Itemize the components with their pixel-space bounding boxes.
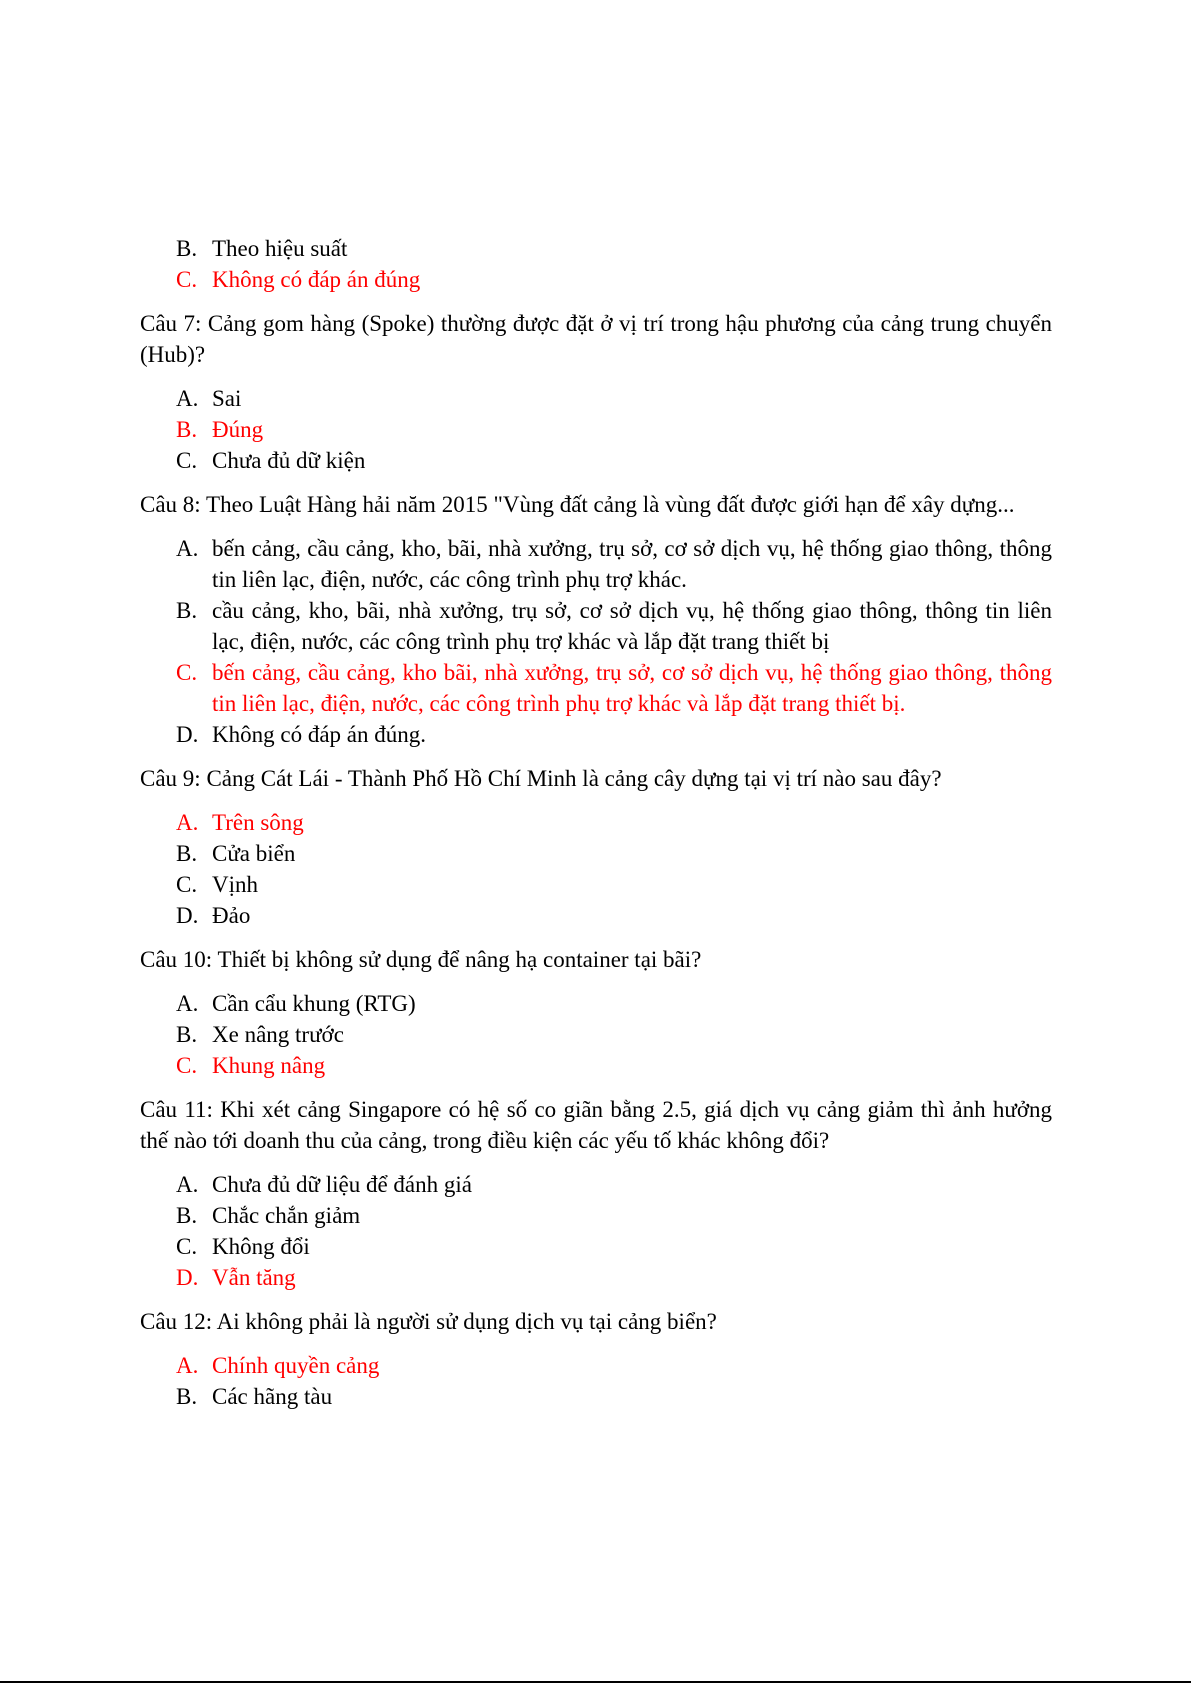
- option-text: Các hãng tàu: [212, 1384, 333, 1409]
- option-letter: A.: [176, 536, 199, 561]
- question-9: Câu 9: Cảng Cát Lái - Thành Phố Hồ Chí Minh là cảng cây dựng tại vị trí nào sau đây?: [140, 766, 942, 791]
- q8-option-d: [140, 719, 1052, 750]
- question-10: Câu 10: Thiết bị không sử dụng để nâng hạ container tại bãi?: [140, 947, 702, 972]
- q7-option-a: [140, 383, 1052, 414]
- option-letter: D.: [176, 722, 199, 747]
- q9-option-a-correct: [140, 807, 1052, 838]
- option-text: Chưa đủ dữ kiện: [212, 448, 366, 473]
- option-letter: D.: [176, 903, 199, 928]
- option-text: bến cảng, cầu cảng, kho, bãi, nhà xưởng, trụ sở, cơ sở dịch vụ, hệ thống giao thông, thông tin liên lạc, điện, nước, các công trình phụ trợ khác.: [212, 536, 1052, 592]
- option-letter: B.: [176, 1022, 198, 1047]
- option-text: Sai: [212, 386, 242, 411]
- option-letter: A.: [176, 1172, 199, 1197]
- q8-option-a: [140, 533, 1052, 595]
- q11-option-d-correct: [140, 1262, 1052, 1293]
- option-letter: A.: [176, 1353, 199, 1378]
- option-text: Trên sông: [212, 810, 304, 835]
- q10-option-b: [140, 1019, 1052, 1050]
- option-letter: C.: [176, 660, 198, 685]
- option-text: Chính quyền cảng: [212, 1353, 380, 1378]
- q11-option-a: [140, 1169, 1052, 1200]
- option-letter: B.: [176, 417, 198, 442]
- option-text: Đảo: [212, 903, 251, 928]
- q9-option-b: [140, 838, 1052, 869]
- option-text: Không có đáp án đúng: [212, 267, 421, 292]
- option-text: Đúng: [212, 417, 264, 442]
- q10-option-c-correct: [140, 1050, 1052, 1081]
- option-text: Vịnh: [212, 872, 258, 897]
- option-letter: D.: [176, 1265, 199, 1290]
- option-text: cầu cảng, kho, bãi, nhà xưởng, trụ sở, cơ sở dịch vụ, hệ thống giao thông, thông tin liên lạc, điện, nước, các công trình phụ trợ khác và lắp đặt trang thiết bị: [212, 598, 1052, 654]
- option-text: Chắc chắn giảm: [212, 1203, 361, 1228]
- option-letter: A.: [176, 386, 199, 411]
- option-letter: C.: [176, 872, 198, 897]
- q8-option-c-correct: [140, 657, 1052, 719]
- question-7: Câu 7: Cảng gom hàng (Spoke) thường được đặt ở vị trí trong hậu phương của cảng trung chuyển (Hub)?: [140, 311, 1052, 367]
- option-letter: A.: [176, 991, 199, 1016]
- option-text: Vẫn tăng: [212, 1265, 296, 1290]
- option-prev-c-correct: [140, 264, 1052, 295]
- option-letter: A.: [176, 810, 199, 835]
- option-text: Chưa đủ dữ liệu để đánh giá: [212, 1172, 472, 1197]
- page-bottom-rule: [0, 1681, 1191, 1683]
- option-letter: C.: [176, 448, 198, 473]
- q10-option-a: [140, 988, 1052, 1019]
- option-letter: B.: [176, 1203, 198, 1228]
- q8-option-b: [140, 595, 1052, 657]
- option-text: Không đổi: [212, 1234, 310, 1259]
- option-letter: B.: [176, 236, 198, 261]
- q9-option-c: [140, 869, 1052, 900]
- q12-option-a-correct: [140, 1350, 1052, 1381]
- option-letter: C.: [176, 1053, 198, 1078]
- option-text: Cần cẩu khung (RTG): [212, 991, 416, 1016]
- option-text: Không có đáp án đúng.: [212, 722, 426, 747]
- question-8: Câu 8: Theo Luật Hàng hải năm 2015 "Vùng đất cảng là vùng đất được giới hạn để xây dựng...: [140, 492, 1015, 517]
- q7-option-c: [140, 445, 1052, 476]
- option-letter: B.: [176, 598, 198, 623]
- q11-option-b: [140, 1200, 1052, 1231]
- question-11: Câu 11: Khi xét cảng Singapore có hệ số co giãn bằng 2.5, giá dịch vụ cảng giảm thì ảnh hưởng thế nào tới doanh thu của cảng, trong điều kiện các yếu tố khác không đổi?: [140, 1097, 1052, 1153]
- option-letter: B.: [176, 841, 198, 866]
- option-text: Theo hiệu suất: [212, 236, 348, 261]
- option-text: Khung nâng: [212, 1053, 326, 1078]
- option-letter: B.: [176, 1384, 198, 1409]
- option-letter: C.: [176, 1234, 198, 1259]
- option-text: Xe nâng trước: [212, 1022, 344, 1047]
- option-text: bến cảng, cầu cảng, kho bãi, nhà xưởng, trụ sở, cơ sở dịch vụ, hệ thống giao thông, thông tin liên lạc, điện, nước, các công trình phụ trợ khác và lắp đặt trang thiết bị.: [212, 660, 1052, 716]
- option-text: Cửa biển: [212, 841, 296, 866]
- option-letter: C.: [176, 267, 198, 292]
- page-content: [140, 233, 1052, 1412]
- option-prev-b: [140, 233, 1052, 264]
- question-12: Câu 12: Ai không phải là người sử dụng dịch vụ tại cảng biển?: [140, 1309, 717, 1334]
- q7-option-b-correct: [140, 414, 1052, 445]
- q9-option-d: [140, 900, 1052, 931]
- q11-option-c: [140, 1231, 1052, 1262]
- q12-option-b: [140, 1381, 1052, 1412]
